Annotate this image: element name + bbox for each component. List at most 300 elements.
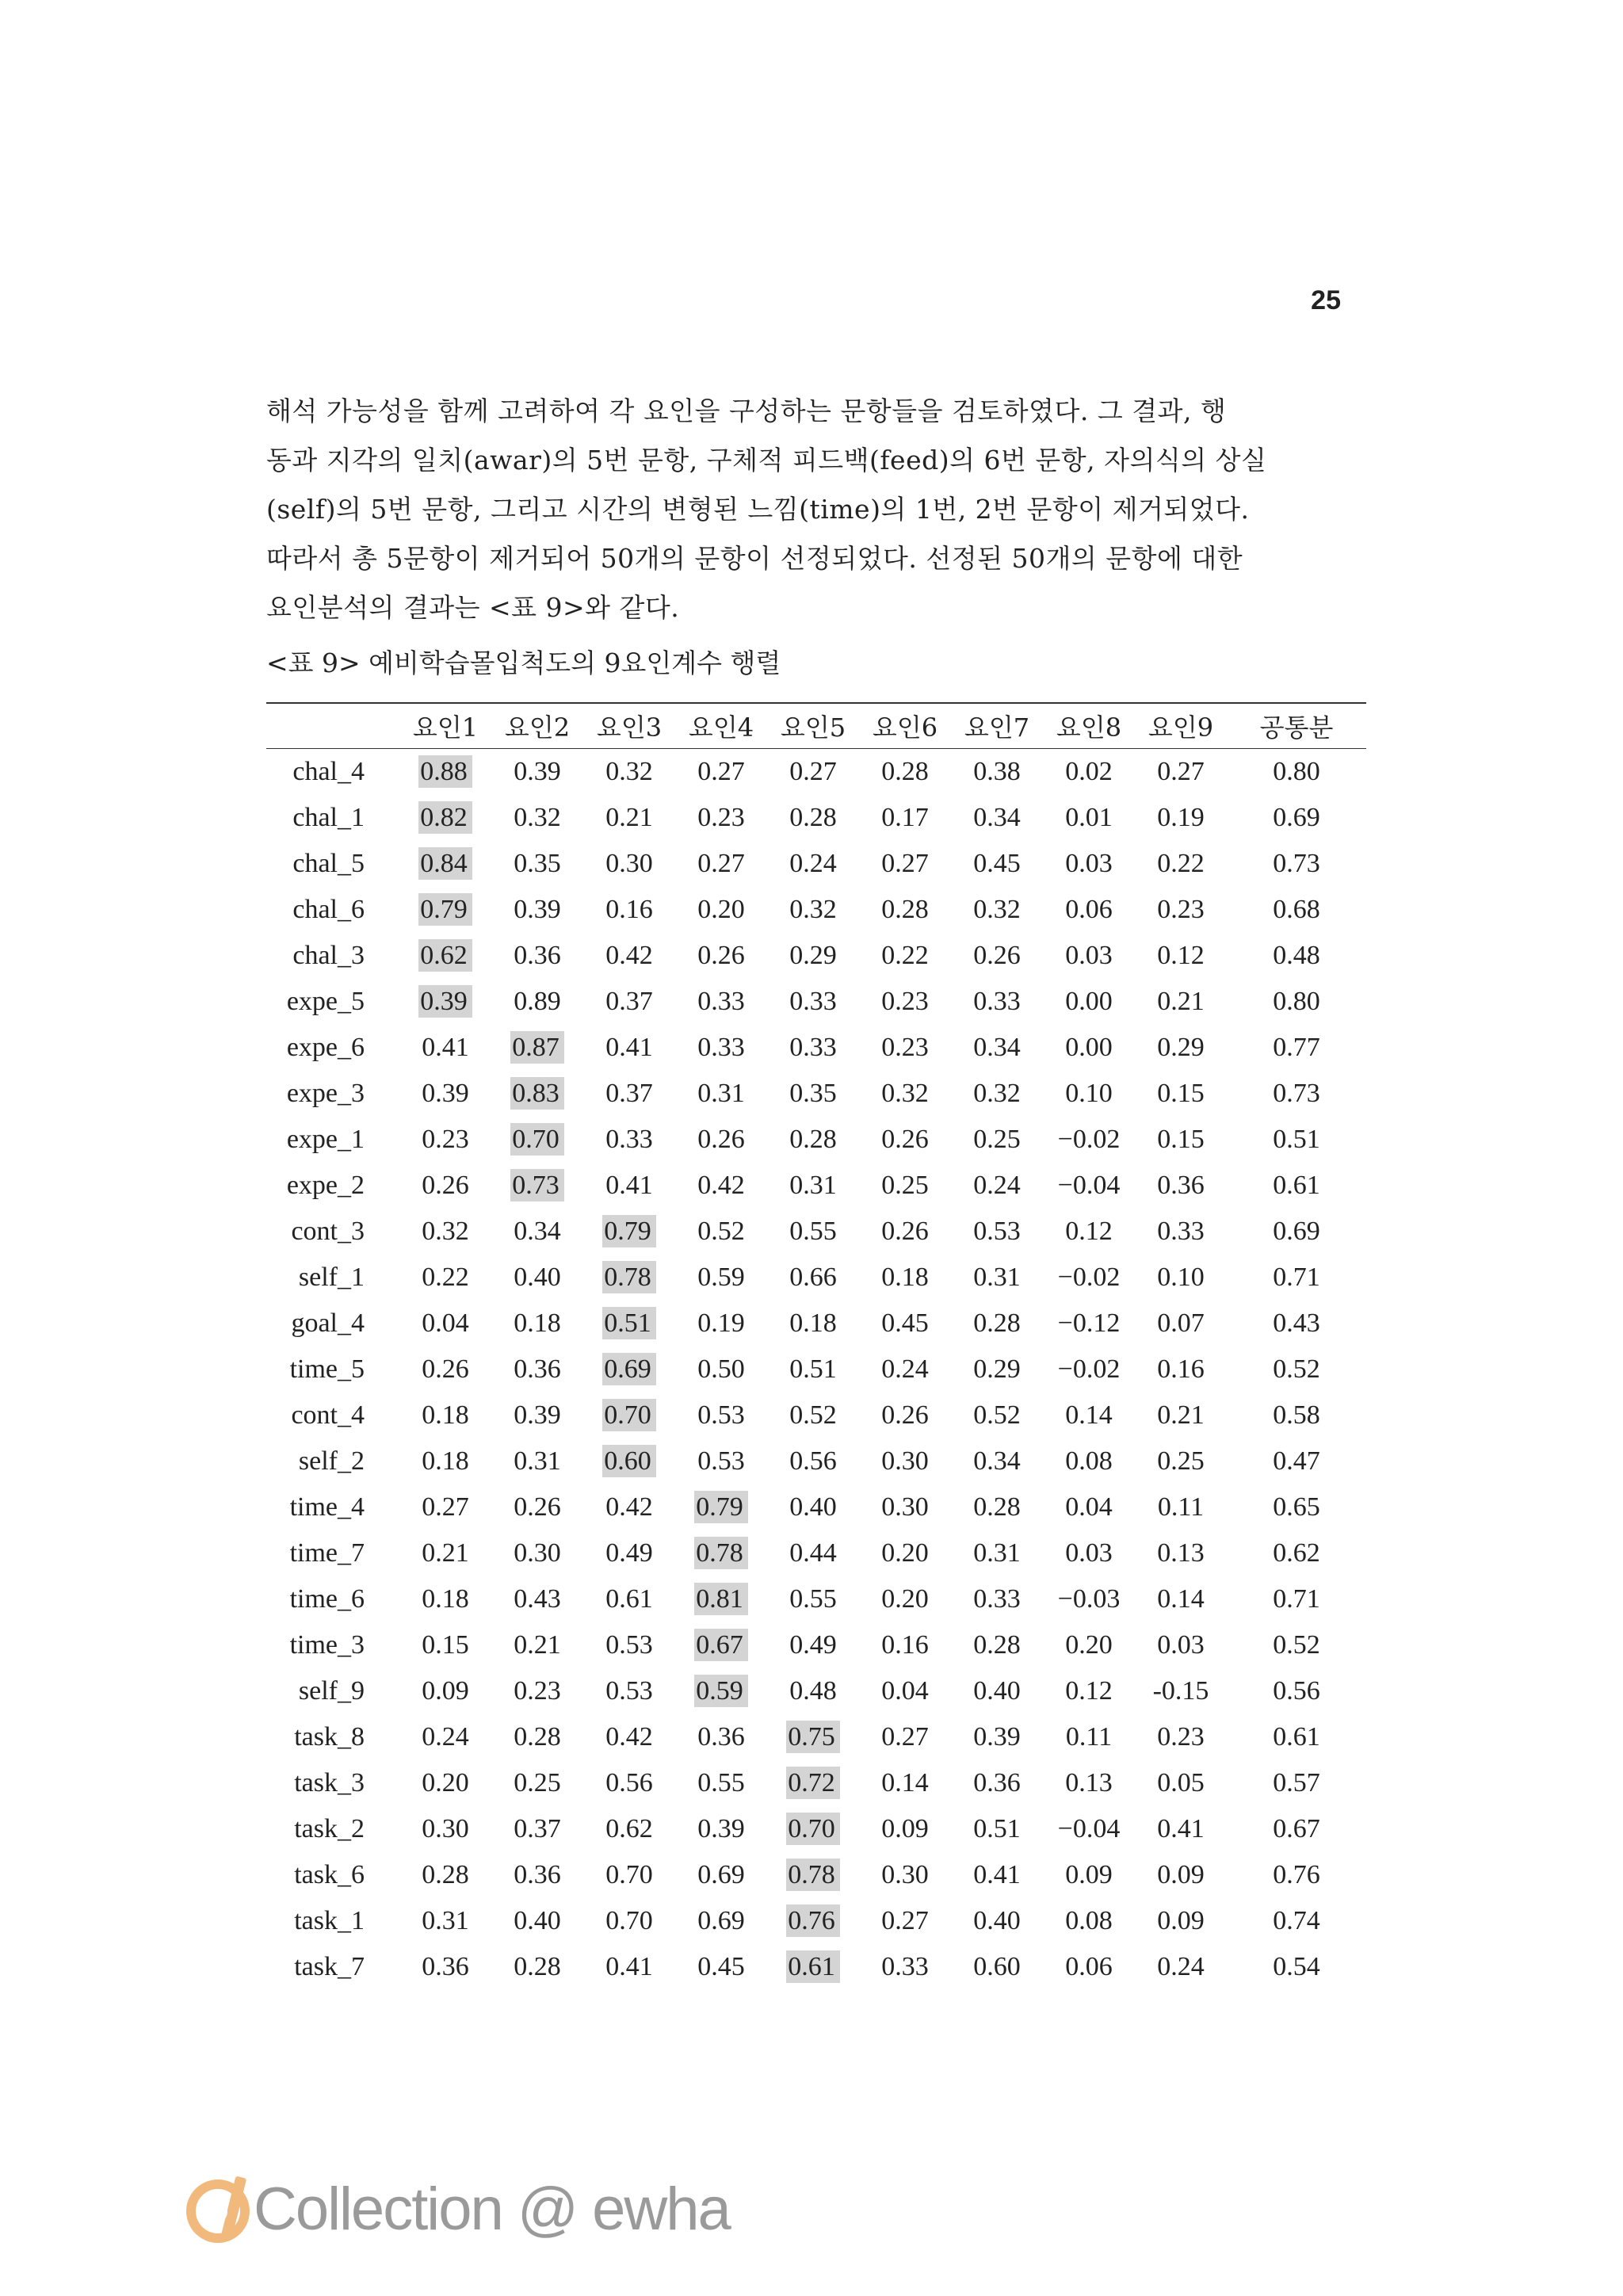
loading-cell: [491, 1025, 583, 1071]
loading-cell: [951, 1301, 1043, 1347]
loading-cell: [583, 1622, 675, 1668]
loading-value: 0.16: [881, 1630, 929, 1660]
loading-value: 0.35: [514, 849, 561, 878]
loading-value: 0.10: [1065, 1079, 1113, 1108]
loading-cell: [583, 1530, 675, 1576]
loading-cell: [859, 1025, 951, 1071]
loading-value: 0.42: [605, 941, 653, 970]
loading-cell: [399, 1898, 491, 1944]
loading-cell: [491, 1209, 583, 1255]
loading-value: 0.04: [881, 1676, 929, 1706]
header-cell: 요인7: [951, 703, 1043, 749]
communality-cell: 0.43: [1273, 1308, 1320, 1338]
communality-cell: 0.58: [1273, 1400, 1320, 1430]
loading-cell: [1135, 1163, 1227, 1209]
loading-value: 0.20: [422, 1768, 469, 1797]
highlighted-loading: 0.72: [786, 1767, 840, 1799]
highlighted-loading: 0.75: [786, 1721, 840, 1753]
loading-cell: [675, 1025, 767, 1071]
loading-cell: [951, 1852, 1043, 1898]
loading-cell: [1043, 1025, 1135, 1071]
loading-cell: [1043, 887, 1135, 933]
loading-value: 0.40: [973, 1676, 1021, 1706]
loading-cell: [1135, 1347, 1227, 1392]
loading-value: 0.15: [1157, 1125, 1205, 1154]
loading-value: 0.02: [1065, 757, 1113, 786]
loading-value: 0.04: [1065, 1492, 1113, 1522]
loading-value: 0.34: [973, 1446, 1021, 1476]
loading-value: 0.52: [697, 1217, 745, 1246]
loading-value: 0.26: [881, 1125, 929, 1154]
loading-value: 0.41: [605, 1033, 653, 1062]
loading-cell: [767, 979, 859, 1025]
loading-cell: [491, 1255, 583, 1301]
loading-cell: [399, 1117, 491, 1163]
loading-value: 0.32: [514, 803, 561, 832]
item-label: time_7: [289, 1538, 365, 1568]
highlighted-loading: 0.59: [694, 1675, 748, 1707]
loading-value: 0.39: [697, 1814, 745, 1843]
highlighted-loading: 0.81: [694, 1583, 748, 1615]
item-label: expe_3: [286, 1079, 365, 1108]
loading-value: 0.21: [514, 1630, 561, 1660]
loading-value: 0.16: [1157, 1354, 1205, 1384]
loading-cell: [767, 1760, 859, 1806]
loading-cell: [1135, 1944, 1227, 1990]
loading-value: 0.05: [1157, 1768, 1205, 1797]
loading-value: 0.28: [789, 1125, 837, 1154]
loading-cell: [675, 841, 767, 887]
loading-cell: [767, 1668, 859, 1714]
loading-cell: [583, 1668, 675, 1714]
loading-value: 0.21: [422, 1538, 469, 1568]
loading-cell: [399, 1760, 491, 1806]
loading-value: 0.52: [789, 1400, 837, 1430]
paragraph-line: 따라서 총 5문항이 제거되어 50개의 문항이 선정되었다. 선정된 50개의 문항에 대한: [266, 543, 1243, 574]
loading-value: 0.21: [605, 803, 653, 832]
loading-value: 0.03: [1157, 1630, 1205, 1660]
loading-value: 0.33: [697, 987, 745, 1016]
loading-value: 0.39: [514, 757, 561, 786]
loading-cell: [767, 1530, 859, 1576]
item-label: time_5: [289, 1354, 365, 1384]
loading-cell: [767, 1025, 859, 1071]
loading-cell: [859, 1530, 951, 1576]
loading-cell: [859, 1255, 951, 1301]
highlighted-loading: 0.83: [510, 1077, 564, 1110]
loading-cell: [583, 1898, 675, 1944]
loading-value: 0.37: [605, 1079, 653, 1108]
loading-value: 0.49: [605, 1538, 653, 1568]
loading-cell: [951, 1392, 1043, 1438]
loading-cell: [491, 1852, 583, 1898]
loading-value: 0.22: [422, 1263, 469, 1292]
communality-cell: 0.62: [1273, 1538, 1320, 1568]
loading-cell: [1043, 1347, 1135, 1392]
loading-cell: [583, 887, 675, 933]
loading-cell: [951, 1944, 1043, 1990]
loading-cell: [859, 1301, 951, 1347]
loading-cell: [951, 1576, 1043, 1622]
loading-cell: [951, 1484, 1043, 1530]
loading-cell: [951, 1255, 1043, 1301]
loading-cell: [1135, 1209, 1227, 1255]
loading-value: 0.28: [881, 895, 929, 924]
loading-cell: [491, 1622, 583, 1668]
communality-cell: 0.68: [1273, 895, 1320, 924]
table-row: [266, 841, 1366, 887]
communality-cell: 0.74: [1273, 1906, 1320, 1935]
item-label: self_1: [298, 1263, 365, 1292]
loading-value: 0.59: [697, 1263, 745, 1292]
loading-cell: [399, 1347, 491, 1392]
loading-cell: [859, 1806, 951, 1852]
highlighted-loading: 0.88: [418, 755, 472, 788]
highlighted-loading: 0.79: [602, 1215, 656, 1247]
loading-value: 0.16: [605, 895, 653, 924]
loading-value: 0.33: [789, 987, 837, 1016]
loading-cell: [675, 1347, 767, 1392]
loading-cell: [491, 1071, 583, 1117]
loading-value: 0.49: [789, 1630, 837, 1660]
highlighted-loading: 0.79: [418, 893, 472, 926]
loading-value: -0.15: [1152, 1676, 1209, 1706]
item-label: time_6: [289, 1584, 365, 1614]
loading-value: 0.41: [1157, 1814, 1205, 1843]
loading-cell: [767, 1209, 859, 1255]
loading-cell: [859, 933, 951, 979]
loading-cell: [1043, 1163, 1135, 1209]
loading-cell: [859, 1163, 951, 1209]
loading-cell: [491, 1347, 583, 1392]
loading-value: 0.36: [514, 941, 561, 970]
loading-value: 0.06: [1065, 895, 1113, 924]
loading-value: −0.12: [1057, 1308, 1121, 1338]
highlighted-loading: 0.78: [694, 1537, 748, 1569]
loading-value: 0.36: [1157, 1171, 1205, 1200]
loading-value: 0.18: [422, 1584, 469, 1614]
loading-value: 0.40: [789, 1492, 837, 1522]
loading-cell: [951, 1071, 1043, 1117]
table-row: [266, 1347, 1366, 1392]
loading-value: 0.41: [422, 1033, 469, 1062]
loading-value: 0.18: [789, 1308, 837, 1338]
loading-cell: [583, 1852, 675, 1898]
loading-cell: [491, 1392, 583, 1438]
loading-value: −0.04: [1057, 1814, 1121, 1843]
item-label: task_8: [294, 1722, 365, 1752]
loading-value: 0.33: [605, 1125, 653, 1154]
loading-value: 0.23: [1157, 895, 1205, 924]
loading-value: 0.25: [514, 1768, 561, 1797]
loading-value: 0.29: [789, 941, 837, 970]
loading-cell: [767, 1576, 859, 1622]
header-cell: 요인9: [1135, 703, 1227, 749]
loading-cell: [859, 1576, 951, 1622]
loading-cell: [859, 795, 951, 841]
item-label: cont_3: [291, 1217, 365, 1246]
loading-value: 0.42: [697, 1171, 745, 1200]
loading-value: 0.62: [605, 1814, 653, 1843]
loading-cell: [859, 887, 951, 933]
loading-matrix: [266, 702, 1366, 1990]
loading-cell: [675, 1484, 767, 1530]
loading-value: 0.28: [881, 757, 929, 786]
loading-cell: [583, 1347, 675, 1392]
loading-cell: [399, 933, 491, 979]
highlighted-loading: 0.87: [510, 1031, 564, 1064]
table-row: [266, 795, 1366, 841]
loading-value: 0.26: [697, 941, 745, 970]
loading-value: 0.40: [973, 1906, 1021, 1935]
loading-cell: [583, 1163, 675, 1209]
loading-cell: [1135, 1255, 1227, 1301]
loading-cell: [951, 749, 1043, 796]
loading-value: −0.03: [1057, 1584, 1121, 1614]
loading-cell: [767, 1714, 859, 1760]
table-row: [266, 1025, 1366, 1071]
loading-value: 0.24: [1157, 1952, 1205, 1981]
loading-value: 0.35: [789, 1079, 837, 1108]
item-label: cont_4: [291, 1400, 365, 1430]
loading-cell: [1135, 1714, 1227, 1760]
highlighted-loading: 0.70: [786, 1813, 840, 1845]
loading-cell: [399, 795, 491, 841]
table-row: [266, 1714, 1366, 1760]
item-label: task_7: [294, 1952, 365, 1981]
loading-cell: [767, 1806, 859, 1852]
item-label: task_3: [294, 1768, 365, 1797]
loading-value: 0.19: [1157, 803, 1205, 832]
loading-value: 0.26: [422, 1354, 469, 1384]
loading-cell: [675, 1760, 767, 1806]
loading-value: 0.30: [422, 1814, 469, 1843]
loading-value: 0.08: [1065, 1446, 1113, 1476]
communality-cell: 0.61: [1273, 1171, 1320, 1200]
loading-value: 0.14: [1157, 1584, 1205, 1614]
communality-cell: 0.51: [1273, 1125, 1320, 1154]
item-label: chal_1: [292, 803, 365, 832]
loading-cell: [491, 1438, 583, 1484]
loading-value: 0.51: [973, 1814, 1021, 1843]
loading-cell: [491, 1806, 583, 1852]
highlighted-loading: 0.76: [786, 1904, 840, 1937]
loading-cell: [491, 1117, 583, 1163]
loading-value: 0.14: [881, 1768, 929, 1797]
loading-value: 0.29: [973, 1354, 1021, 1384]
loading-value: 0.25: [881, 1171, 929, 1200]
loading-cell: [767, 749, 859, 796]
loading-cell: [491, 1301, 583, 1347]
loading-cell: [399, 1255, 491, 1301]
table-row: [266, 1438, 1366, 1484]
loading-cell: [583, 1806, 675, 1852]
loading-value: 0.13: [1157, 1538, 1205, 1568]
loading-cell: [675, 1852, 767, 1898]
loading-cell: [675, 1438, 767, 1484]
loading-cell: [859, 1392, 951, 1438]
loading-cell: [675, 1622, 767, 1668]
loading-cell: [951, 1806, 1043, 1852]
loading-value: 0.30: [881, 1446, 929, 1476]
item-label: self_2: [298, 1446, 365, 1476]
communality-cell: 0.73: [1273, 1079, 1320, 1108]
dcollection-logo: [184, 2165, 730, 2252]
loading-value: 0.24: [422, 1722, 469, 1752]
loading-value: 0.24: [881, 1354, 929, 1384]
communality-cell: 0.76: [1273, 1860, 1320, 1889]
loading-cell: [951, 1622, 1043, 1668]
loading-cell: [1135, 933, 1227, 979]
loading-value: 0.28: [789, 803, 837, 832]
loading-cell: [859, 1714, 951, 1760]
loading-cell: [1135, 1898, 1227, 1944]
loading-cell: [399, 1576, 491, 1622]
communality-cell: 0.77: [1273, 1033, 1320, 1062]
highlighted-loading: 0.82: [418, 801, 472, 834]
loading-cell: [675, 749, 767, 796]
loading-value: 0.28: [514, 1952, 561, 1981]
loading-value: 0.56: [789, 1446, 837, 1476]
loading-cell: [859, 1347, 951, 1392]
loading-cell: [583, 1392, 675, 1438]
loading-value: 0.41: [605, 1952, 653, 1981]
loading-cell: [583, 933, 675, 979]
loading-value: 0.70: [605, 1860, 653, 1889]
loading-value: −0.02: [1057, 1125, 1121, 1154]
loading-cell: [675, 979, 767, 1025]
loading-value: 0.55: [789, 1217, 837, 1246]
communality-cell: 0.71: [1273, 1263, 1320, 1292]
table-caption: <표 9> 예비학습몰입척도의 9요인계수 행렬: [266, 648, 781, 678]
highlighted-loading: 0.78: [786, 1859, 840, 1891]
loading-cell: [675, 1301, 767, 1347]
header-cell: 요인1: [399, 703, 491, 749]
item-label: task_2: [294, 1814, 365, 1843]
logo-text: Collection @ ewha: [254, 2175, 730, 2243]
loading-cell: [491, 749, 583, 796]
loading-cell: [1043, 1576, 1135, 1622]
item-label: chal_3: [292, 941, 365, 970]
loading-value: 0.26: [881, 1217, 929, 1246]
loading-value: 0.04: [422, 1308, 469, 1338]
table-row: [266, 979, 1366, 1025]
loading-cell: [583, 979, 675, 1025]
loading-cell: [675, 1071, 767, 1117]
item-label: expe_2: [286, 1171, 365, 1200]
loading-value: −0.02: [1057, 1263, 1121, 1292]
loading-cell: [859, 1668, 951, 1714]
loading-cell: [1135, 1484, 1227, 1530]
loading-value: 0.33: [973, 1584, 1021, 1614]
body-paragraph: [266, 387, 1344, 632]
loading-value: 0.32: [881, 1079, 929, 1108]
loading-cell: [399, 1025, 491, 1071]
communality-cell: 0.56: [1273, 1676, 1320, 1706]
loading-cell: [399, 979, 491, 1025]
loading-value: 0.13: [1065, 1768, 1113, 1797]
loading-cell: [399, 1530, 491, 1576]
loading-cell: [675, 1806, 767, 1852]
loading-cell: [1135, 1622, 1227, 1668]
loading-value: 0.53: [605, 1676, 653, 1706]
highlighted-loading: 0.70: [602, 1399, 656, 1431]
loading-value: 0.07: [1157, 1308, 1205, 1338]
paragraph-line: 요인분석의 결과는 <표 9>와 같다.: [266, 592, 680, 623]
table-row: [266, 933, 1366, 979]
loading-value: 0.18: [514, 1308, 561, 1338]
loading-cell: [1135, 1530, 1227, 1576]
loading-value: 0.01: [1065, 803, 1113, 832]
loading-value: 0.41: [973, 1860, 1021, 1889]
loading-cell: [767, 795, 859, 841]
loading-value: 0.03: [1065, 941, 1113, 970]
loading-cell: [951, 933, 1043, 979]
loading-value: 0.39: [422, 1079, 469, 1108]
loading-value: 0.32: [422, 1217, 469, 1246]
loading-cell: [767, 1255, 859, 1301]
communality-cell: 0.67: [1273, 1814, 1320, 1843]
loading-value: 0.00: [1065, 1033, 1113, 1062]
table-row: [266, 1117, 1366, 1163]
loading-value: 0.17: [881, 803, 929, 832]
loading-cell: [675, 1209, 767, 1255]
loading-value: 0.03: [1065, 849, 1113, 878]
loading-value: 0.42: [605, 1722, 653, 1752]
loading-cell: [951, 1438, 1043, 1484]
dcollection-logo-icon: [184, 2175, 252, 2243]
loading-cell: [583, 1209, 675, 1255]
loading-cell: [1043, 1209, 1135, 1255]
loading-cell: [859, 1944, 951, 1990]
loading-value: 0.33: [697, 1033, 745, 1062]
loading-cell: [491, 933, 583, 979]
loading-value: 0.44: [789, 1538, 837, 1568]
loading-cell: [1135, 1668, 1227, 1714]
highlighted-loading: 0.84: [418, 847, 472, 880]
loading-value: 0.23: [1157, 1722, 1205, 1752]
loading-value: 0.32: [973, 1079, 1021, 1108]
loading-cell: [675, 1898, 767, 1944]
loading-value: 0.31: [422, 1906, 469, 1935]
paragraph-line: 해석 가능성을 함께 고려하여 각 요인을 구성하는 문항들을 검토하였다. 그 결과, 행: [266, 395, 1227, 426]
loading-value: 0.56: [605, 1768, 653, 1797]
loading-cell: [859, 979, 951, 1025]
loading-cell: [491, 1898, 583, 1944]
loading-cell: [583, 1071, 675, 1117]
loading-cell: [1043, 1255, 1135, 1301]
loading-cell: [951, 1714, 1043, 1760]
loading-value: 0.09: [1157, 1906, 1205, 1935]
loading-cell: [1135, 1117, 1227, 1163]
loading-cell: [767, 1392, 859, 1438]
loading-value: 0.00: [1065, 987, 1113, 1016]
loading-cell: [399, 1071, 491, 1117]
loading-cell: [767, 1071, 859, 1117]
loading-value: 0.69: [697, 1860, 745, 1889]
loading-value: 0.27: [881, 1722, 929, 1752]
highlighted-loading: 0.73: [510, 1169, 564, 1201]
item-label: goal_4: [291, 1308, 365, 1338]
loading-value: 0.22: [1157, 849, 1205, 878]
table-row: [266, 1071, 1366, 1117]
loading-value: 0.12: [1065, 1676, 1113, 1706]
loading-value: 0.23: [422, 1125, 469, 1154]
loading-value: 0.33: [789, 1033, 837, 1062]
header-cell: 요인2: [491, 703, 583, 749]
communality-cell: 0.73: [1273, 849, 1320, 878]
loading-value: 0.53: [973, 1217, 1021, 1246]
